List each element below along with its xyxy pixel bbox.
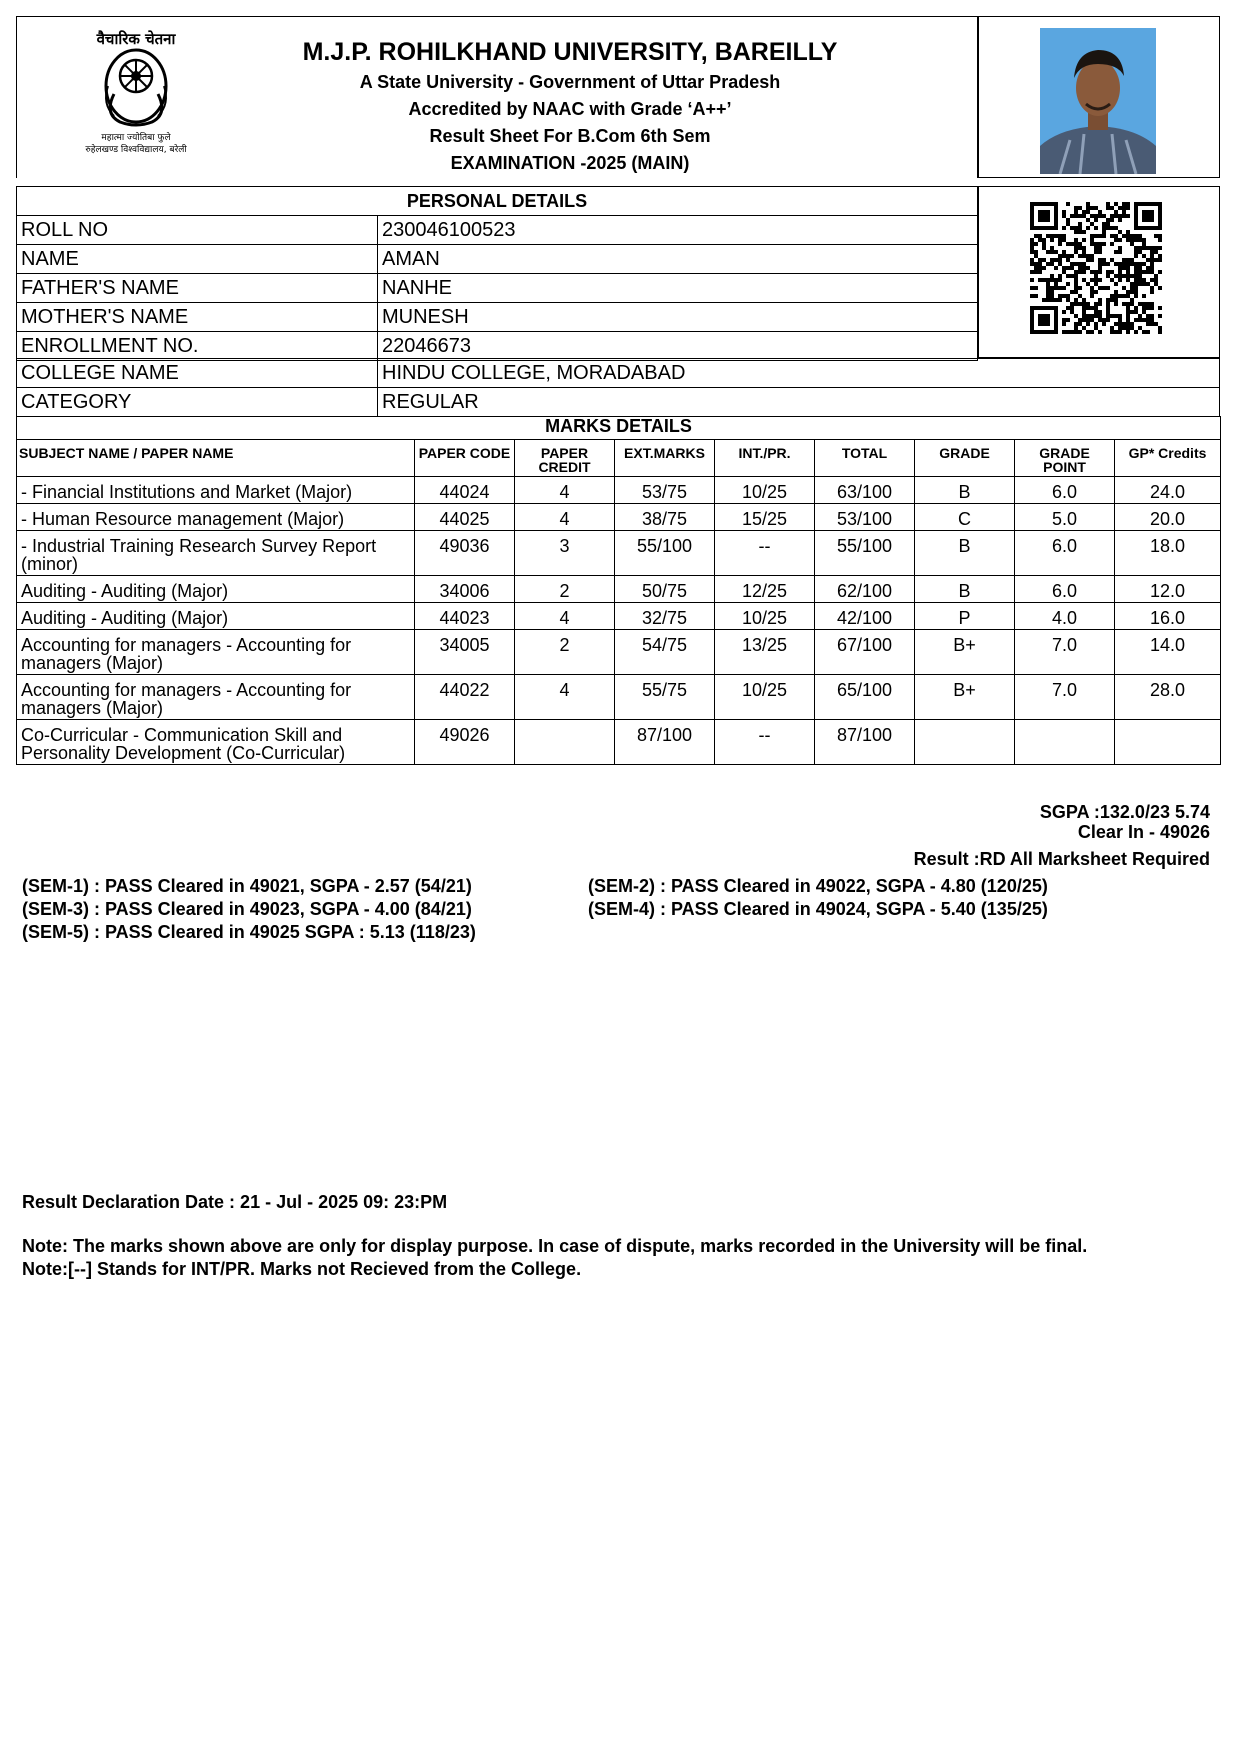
personal-row	[17, 388, 1220, 417]
total-marks: 87/100	[815, 720, 915, 765]
ext-marks: 32/75	[615, 603, 715, 630]
field-value: NANHE	[378, 274, 978, 303]
paper-code: 44022	[415, 675, 515, 720]
paper-credit: 3	[515, 531, 615, 576]
field-label: CATEGORY	[17, 388, 378, 417]
semester-1-result: (SEM-1) : PASS Cleared in 49021, SGPA - 2.57 (54/21)	[22, 876, 472, 896]
subject-name: Co-Curricular - Communication Skill and Personality Development (Co-Curricular)	[17, 720, 415, 765]
paper-code: 49036	[415, 531, 515, 576]
grade: B	[915, 576, 1015, 603]
int-marks: 10/25	[715, 477, 815, 504]
field-value: AMAN	[378, 245, 978, 274]
personal-row	[17, 245, 978, 274]
field-label: NAME	[17, 245, 378, 274]
semester-2-result: (SEM-2) : PASS Cleared in 49022, SGPA - 4.80 (120/25)	[588, 876, 1048, 896]
total-marks: 55/100	[815, 531, 915, 576]
total-marks: 53/100	[815, 504, 915, 531]
personal-row	[17, 359, 1220, 388]
int-marks: 13/25	[715, 630, 815, 675]
university-subtitle: A State University - Government of Uttar Pradesh	[359, 72, 781, 92]
result-status: Result :RD All Marksheet Required	[913, 849, 1210, 869]
paper-code: 34006	[415, 576, 515, 603]
ext-marks: 53/75	[615, 477, 715, 504]
gp-credits: 28.0	[1115, 675, 1221, 720]
logo-motto: वैचारिक चेतना	[96, 30, 176, 48]
marks-row	[17, 720, 1221, 765]
ext-marks: 55/100	[615, 531, 715, 576]
int-marks: 12/25	[715, 576, 815, 603]
field-label: ROLL NO	[17, 216, 378, 245]
gp-credits: 24.0	[1115, 477, 1221, 504]
int-marks: 15/25	[715, 504, 815, 531]
int-marks: 10/25	[715, 675, 815, 720]
ext-marks: 50/75	[615, 576, 715, 603]
grade: B+	[915, 675, 1015, 720]
column-header: EXT.MARKS	[615, 440, 715, 477]
column-header: GRADE POINT	[1015, 440, 1115, 477]
column-header: GP* Credits	[1115, 440, 1221, 477]
college-details-table	[16, 358, 1220, 417]
grade-point: 6.0	[1015, 576, 1115, 603]
personal-details-heading: PERSONAL DETAILS	[17, 187, 978, 216]
marks-row	[17, 675, 1221, 720]
marks-row	[17, 504, 1221, 531]
int-pr-note: Note:[--] Stands for INT/PR. Marks not Recieved from the College.	[22, 1259, 582, 1279]
int-marks: --	[715, 531, 815, 576]
gp-credits: 16.0	[1115, 603, 1221, 630]
paper-code: 44023	[415, 603, 515, 630]
marks-details-table	[16, 416, 1221, 765]
semester-5-result: (SEM-5) : PASS Cleared in 49025 SGPA : 5.13 (118/23)	[22, 922, 476, 942]
personal-row	[17, 332, 978, 361]
student-photo	[1040, 28, 1156, 174]
paper-code: 49026	[415, 720, 515, 765]
field-label: MOTHER'S NAME	[17, 303, 378, 332]
semester-3-result: (SEM-3) : PASS Cleared in 49023, SGPA - 4.00 (84/21)	[22, 899, 472, 919]
total-marks: 65/100	[815, 675, 915, 720]
grade: B	[915, 477, 1015, 504]
marks-row	[17, 576, 1221, 603]
grade-point	[1015, 720, 1115, 765]
grade: B	[915, 531, 1015, 576]
gp-credits: 12.0	[1115, 576, 1221, 603]
sgpa-summary: SGPA :132.0/23 5.74	[1039, 802, 1210, 822]
logo-caption-1: महात्मा ज्योतिबा फुले	[101, 133, 171, 143]
grade: B+	[915, 630, 1015, 675]
field-value: 230046100523	[378, 216, 978, 245]
column-header: SUBJECT NAME / PAPER NAME	[17, 440, 415, 477]
gp-credits: 14.0	[1115, 630, 1221, 675]
grade	[915, 720, 1015, 765]
display-note: Note: The marks shown above are only for display purpose. In case of dispute, marks recorded in the University will be final.	[22, 1236, 1088, 1256]
field-value: 22046673	[378, 332, 978, 361]
gp-credits	[1115, 720, 1221, 765]
total-marks: 63/100	[815, 477, 915, 504]
marks-row	[17, 531, 1221, 576]
accreditation-line: Accredited by NAAC with Grade ‘A++’	[408, 99, 732, 119]
ext-marks: 55/75	[615, 675, 715, 720]
field-label: ENROLLMENT NO.	[17, 332, 378, 361]
total-marks: 62/100	[815, 576, 915, 603]
gp-credits: 18.0	[1115, 531, 1221, 576]
paper-credit	[515, 720, 615, 765]
grade-point: 4.0	[1015, 603, 1115, 630]
int-marks: 10/25	[715, 603, 815, 630]
int-marks: --	[715, 720, 815, 765]
paper-credit: 4	[515, 675, 615, 720]
field-value: REGULAR	[378, 388, 1220, 417]
result-declaration-date: Result Declaration Date : 21 - Jul - 2025 09: 23:PM	[22, 1192, 448, 1212]
semester-4-result: (SEM-4) : PASS Cleared in 49024, SGPA - 5.40 (135/25)	[588, 899, 1048, 919]
column-header: TOTAL	[815, 440, 915, 477]
examination-title: EXAMINATION -2025 (MAIN)	[450, 153, 690, 173]
ext-marks: 87/100	[615, 720, 715, 765]
personal-row	[17, 303, 978, 332]
column-header: PAPER CODE	[415, 440, 515, 477]
field-label: COLLEGE NAME	[17, 359, 378, 388]
ext-marks: 38/75	[615, 504, 715, 531]
total-marks: 67/100	[815, 630, 915, 675]
marks-details-heading: MARKS DETAILS	[17, 417, 1221, 440]
marks-row	[17, 603, 1221, 630]
column-header: INT./PR.	[715, 440, 815, 477]
grade-point: 7.0	[1015, 675, 1115, 720]
result-sheet-title: Result Sheet For B.Com 6th Sem	[429, 126, 711, 146]
grade-point: 6.0	[1015, 477, 1115, 504]
personal-row	[17, 216, 978, 245]
ext-marks: 54/75	[615, 630, 715, 675]
field-value: HINDU COLLEGE, MORADABAD	[378, 359, 1220, 388]
marks-row	[17, 630, 1221, 675]
paper-code: 34005	[415, 630, 515, 675]
grade-point: 6.0	[1015, 531, 1115, 576]
logo-caption-2: रुहेलखण्ड विश्वविद्यालय, बरेली	[85, 145, 187, 155]
subject-name: - Industrial Training Research Survey Report (minor)	[17, 531, 415, 576]
subject-name: Accounting for managers - Accounting for managers (Major)	[17, 675, 415, 720]
paper-credit: 4	[515, 504, 615, 531]
grade: C	[915, 504, 1015, 531]
paper-credit: 2	[515, 630, 615, 675]
university-logo	[74, 24, 198, 156]
paper-credit: 4	[515, 603, 615, 630]
marks-row	[17, 477, 1221, 504]
subject-name: - Human Resource management (Major)	[17, 504, 415, 531]
grade: P	[915, 603, 1015, 630]
university-name: M.J.P. ROHILKHAND UNIVERSITY, BAREILLY	[302, 38, 838, 66]
column-header: GRADE	[915, 440, 1015, 477]
clear-in: Clear In - 49026	[1077, 822, 1210, 842]
grade-point: 7.0	[1015, 630, 1115, 675]
personal-details-table	[16, 186, 978, 361]
paper-credit: 4	[515, 477, 615, 504]
subject-name: Auditing - Auditing (Major)	[17, 603, 415, 630]
column-header: PAPER CREDIT	[515, 440, 615, 477]
subject-name: Accounting for managers - Accounting for managers (Major)	[17, 630, 415, 675]
gp-credits: 20.0	[1115, 504, 1221, 531]
personal-row	[17, 274, 978, 303]
paper-code: 44025	[415, 504, 515, 531]
field-label: FATHER'S NAME	[17, 274, 378, 303]
subject-name: - Financial Institutions and Market (Major)	[17, 477, 415, 504]
paper-credit: 2	[515, 576, 615, 603]
marks-header-row	[17, 440, 1221, 477]
total-marks: 42/100	[815, 603, 915, 630]
subject-name: Auditing - Auditing (Major)	[17, 576, 415, 603]
field-value: MUNESH	[378, 303, 978, 332]
qr-code	[1030, 202, 1162, 334]
grade-point: 5.0	[1015, 504, 1115, 531]
paper-code: 44024	[415, 477, 515, 504]
